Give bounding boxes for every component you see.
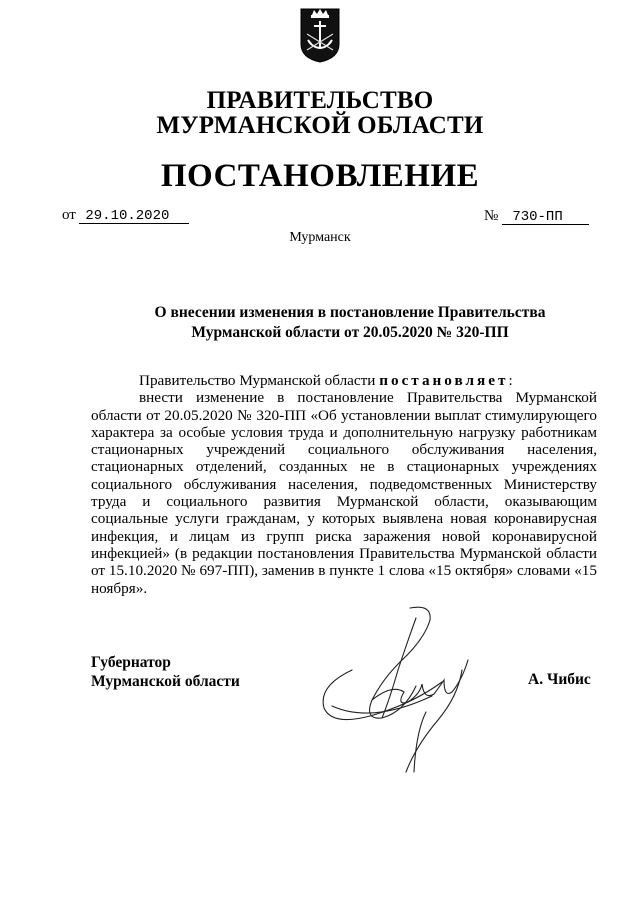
handwritten-signature (312, 600, 490, 775)
lead-keyword: постановляет (379, 372, 509, 389)
date-label: от (62, 207, 76, 223)
number-label: № (484, 208, 499, 224)
city-name: Мурманск (289, 230, 351, 245)
lead-text: Правительство Мурманской области (139, 372, 376, 389)
coat-of-arms-icon (298, 6, 342, 64)
document-number-row (484, 207, 589, 225)
position-line1: Губернатор (91, 654, 171, 671)
document-body (91, 372, 597, 597)
document-number: 730-ПП (502, 210, 588, 225)
body-paragraph: внести изменение в постановление Правительства Мурманской области от 20.05.2020 № 320-ПП «Об установлении выплат стимулирующего характера за особые условия труда и дополнительную нагрузку работникам стационарных учреждений социального обслуживания населения, стационарных отделений, созданных не в стационарных учреждениях социального обслуживания населения, подведомственных Министерству труда и социального развития Мурманской области, оказывающим социальные услуги гражданам, у которых выявлена новая коронавирусная инфекция, и лицам из групп риска заражения новой коронавирусной инфекцией» (в редакции постановления Правительства Мурманской области от 15.10.2020 № 697-ПП), заменив в пункте 1 слова «15 октября» словами «15 ноября». (91, 389, 597, 597)
position-line2: Мурманской области (91, 673, 240, 690)
subject-line1: О внесении изменения в постановление Правительства (154, 304, 546, 321)
subject-line2: Мурманской области от 20.05.2020 № 320-ПП (191, 324, 509, 341)
body-lead (91, 372, 597, 389)
signatory-position (91, 653, 240, 691)
document-subject (0, 303, 640, 343)
organization-name-line1: ПРАВИТЕЛЬСТВО (206, 87, 434, 114)
document-type-title: ПОСТАНОВЛЕНИЕ (160, 158, 480, 194)
document-date: 29.10.2020 (79, 209, 189, 224)
document-date-row (62, 207, 189, 224)
lead-end: : (508, 372, 513, 389)
organization-name-line2: МУРМАНСКОЙ ОБЛАСТИ (156, 112, 484, 139)
signer-name: А. Чибис (528, 671, 591, 688)
